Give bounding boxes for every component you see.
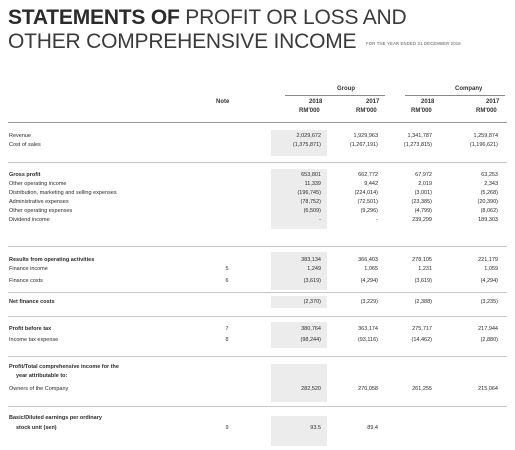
value-company-2018: (2,388) — [414, 299, 432, 305]
row-revenue — [0, 132, 515, 140]
group-header-rule — [285, 95, 385, 96]
value-company-2017: 1,059 — [484, 266, 498, 272]
title-line-2-text: OTHER COMPREHENSIVE INCOME — [8, 30, 357, 53]
row-basic-diluted-earnings — [0, 414, 515, 422]
row-divider-4 — [8, 316, 507, 317]
value-group-2018: 11,339 — [304, 181, 321, 187]
unit-header-0: RM'000 — [299, 108, 320, 114]
value-group-2018: (196,745) — [297, 190, 321, 196]
value-company-2017: 1,259,874 — [473, 133, 498, 139]
value-company-2017: 63,253 — [481, 172, 498, 178]
row-finance-costs — [0, 277, 515, 285]
row-divider-1 — [8, 162, 507, 163]
row-note: 7 — [225, 326, 229, 332]
row-year-attributable-to — [0, 372, 515, 380]
unit-header-1: RM'000 — [356, 108, 377, 114]
value-company-2017: (2,880) — [480, 337, 498, 343]
note-header: Note — [216, 99, 230, 105]
value-company-2018: 2,019 — [418, 181, 432, 187]
value-company-2018: 67,972 — [415, 172, 432, 178]
value-company-2018: (3,001) — [414, 190, 432, 196]
value-group-2018: (3,619) — [303, 278, 321, 284]
value-group-2017: 89.4 — [367, 425, 378, 431]
row-label: Finance income — [9, 266, 48, 272]
unit-header-2: RM'000 — [411, 108, 432, 114]
year-header-company-2017: 2017 — [486, 99, 500, 105]
row-label: Profit/Total comprehensive income for the — [9, 364, 119, 370]
value-company-2018: 261,255 — [412, 386, 432, 392]
row-other-operating-income — [0, 180, 515, 188]
value-company-2018: 239,299 — [412, 217, 432, 223]
row-label: Dividend income — [9, 217, 50, 223]
value-company-2017: 2,343 — [484, 181, 498, 187]
value-company-2017: (20,390) — [477, 199, 498, 205]
value-company-2018: (4,799) — [414, 208, 432, 214]
value-group-2017: - — [376, 217, 378, 223]
row-divider-6 — [8, 406, 507, 407]
row-label: Basic/Diluted earnings per ordinary — [9, 415, 102, 421]
value-company-2017: 217,944 — [478, 326, 498, 332]
value-company-2017: 189,303 — [478, 217, 498, 223]
value-group-2018: (2,370) — [303, 299, 321, 305]
row-label: Owners of the Company — [9, 386, 69, 392]
value-company-2018: (1,273,815) — [403, 142, 432, 148]
value-company-2018: (23,385) — [411, 199, 432, 205]
row-results-from-operating-activities — [0, 256, 515, 264]
value-group-2018: (98,244) — [300, 337, 321, 343]
value-company-2018: 1,341,787 — [407, 133, 432, 139]
value-group-2017: (1,267,191) — [349, 142, 378, 148]
row-label: Results from operating activities — [9, 257, 95, 263]
value-group-2017: (93,116) — [357, 337, 378, 343]
row-label: Revenue — [9, 133, 32, 139]
row-note: 6 — [225, 278, 229, 284]
row-profit-total-comprehensive-income — [0, 363, 515, 371]
title-line-2 — [8, 30, 461, 56]
row-finance-income — [0, 265, 515, 273]
unit-header-3: RM'000 — [476, 108, 497, 114]
row-gross-profit — [0, 171, 515, 179]
row-label: Net finance costs — [9, 299, 55, 305]
row-cost-of-sales — [0, 141, 515, 149]
value-company-2018: 275,717 — [412, 326, 432, 332]
value-company-2017: 215,064 — [478, 386, 498, 392]
row-profit-before-tax — [0, 325, 515, 333]
value-company-2017: (5,268) — [480, 190, 498, 196]
row-divider-3 — [8, 292, 507, 293]
value-group-2018: 380,764 — [301, 326, 321, 332]
row-label: Cost of sales — [9, 142, 41, 148]
company-header: Company — [455, 86, 483, 92]
row-label: Gross profit — [9, 172, 41, 178]
value-group-2018: 1,249 — [307, 266, 321, 272]
row-divider-5 — [8, 356, 507, 357]
value-group-2018: (78,752) — [300, 199, 321, 205]
value-group-2017: 270,058 — [358, 386, 378, 392]
value-group-2017: 366,403 — [358, 257, 378, 263]
title-rest-part: PROFIT OR LOSS AND — [185, 6, 407, 29]
row-owners-of-the-company — [0, 385, 515, 393]
value-group-2017: 9,442 — [364, 181, 378, 187]
value-group-2017: (4,294) — [360, 278, 378, 284]
row-label: Profit before tax — [9, 326, 52, 332]
year-header-group-2018: 2018 — [309, 99, 323, 105]
value-group-2018: 93.5 — [310, 425, 321, 431]
row-dividend-income — [0, 216, 515, 224]
value-company-2017: (8,062) — [480, 208, 498, 214]
value-group-2018: 2,029,672 — [296, 133, 321, 139]
value-company-2018: 1,231 — [418, 266, 432, 272]
value-company-2017: (1,196,621) — [469, 142, 498, 148]
value-company-2017: (4,294) — [480, 278, 498, 284]
row-administrative-expenses — [0, 198, 515, 206]
row-label: Finance costs — [9, 278, 43, 284]
value-company-2017: 221,179 — [478, 257, 498, 263]
value-company-2018: (14,462) — [411, 337, 432, 343]
row-stock-unit-sen — [0, 424, 515, 432]
value-group-2017: 662,772 — [358, 172, 378, 178]
value-group-2017: 363,174 — [358, 326, 378, 332]
year-header-company-2018: 2018 — [421, 99, 435, 105]
year-header-group-2017: 2017 — [366, 99, 380, 105]
row-label: Other operating income — [9, 181, 67, 187]
value-group-2017: (224,014) — [354, 190, 378, 196]
value-company-2018: 278,105 — [412, 257, 432, 263]
row-label: Distribution, marketing and selling expenses — [9, 190, 117, 196]
value-group-2017: (3,229) — [360, 299, 378, 305]
row-note: 9 — [225, 425, 229, 431]
title-bold-part: STATEMENTS OF — [8, 6, 180, 29]
value-company-2017: (3,235) — [480, 299, 498, 305]
value-company-2018: (3,619) — [414, 278, 432, 284]
row-label: stock unit (sen) — [16, 425, 57, 431]
value-group-2017: (9,296) — [360, 208, 378, 214]
value-group-2018: (6,509) — [303, 208, 321, 214]
title-line-1 — [8, 6, 461, 30]
row-note: 8 — [225, 337, 229, 343]
value-group-2018: - — [319, 217, 321, 223]
row-other-operating-expenses — [0, 207, 515, 215]
group-header: Group — [337, 86, 355, 92]
value-group-2018: 653,801 — [301, 172, 321, 178]
header-divider — [8, 122, 507, 123]
reporting-period: FOR THE YEAR ENDED 31 DECEMBER 2018 — [365, 41, 461, 46]
row-label: Income tax expense — [9, 337, 59, 343]
row-divider-2 — [8, 246, 507, 247]
statement-title — [8, 6, 461, 56]
row-note: 5 — [225, 266, 229, 272]
company-header-rule — [405, 95, 505, 96]
row-label: year attributable to: — [16, 373, 68, 379]
value-group-2018: 282,520 — [301, 386, 321, 392]
row-label: Administrative expenses — [9, 199, 69, 205]
value-group-2017: (72,501) — [357, 199, 378, 205]
value-group-2017: 1,065 — [364, 266, 378, 272]
value-group-2018: (1,375,871) — [292, 142, 321, 148]
value-group-2018: 383,134 — [301, 257, 321, 263]
row-distribution-expenses — [0, 189, 515, 197]
row-income-tax-expense — [0, 336, 515, 344]
row-label: Other operating expenses — [9, 208, 73, 214]
row-net-finance-costs — [0, 298, 515, 306]
value-group-2017: 1,929,963 — [353, 133, 378, 139]
